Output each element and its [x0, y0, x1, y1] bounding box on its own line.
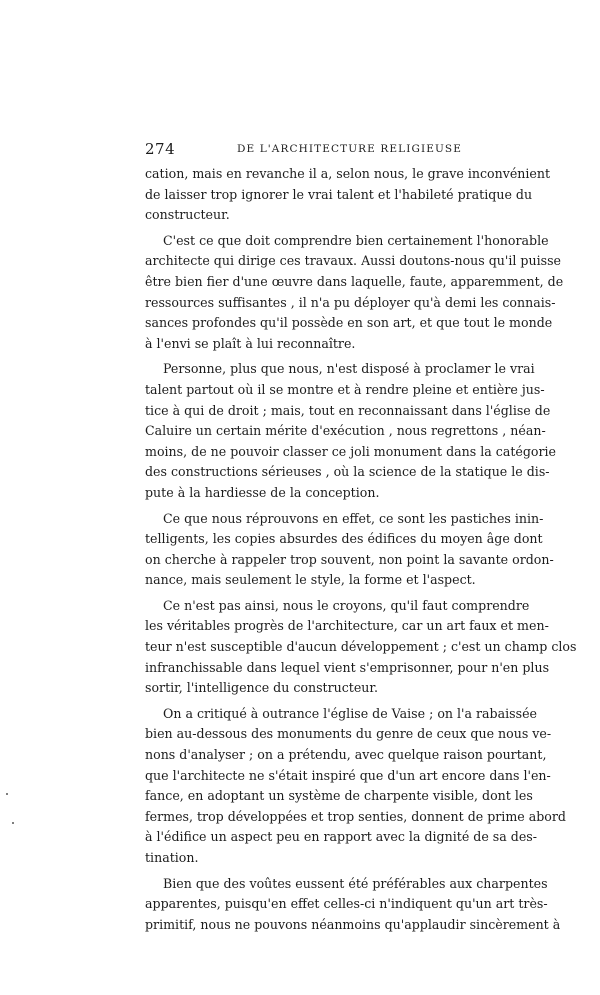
- text-line: cation, mais en revanche il a, selon nous, le grave inconvénient: [145, 166, 551, 181]
- text-line: que l'architecte ne s'était inspiré que d'un art encore dans l'en-: [145, 767, 551, 783]
- text-line: talent partout où il se montre et à rendre pleine et entière jus-: [145, 381, 545, 397]
- margin-speck: [12, 822, 14, 824]
- text-line: à l'édifice un aspect peu en rapport avec la dignité de sa des-: [145, 829, 537, 845]
- text-line: infranchissable dans lequel vient s'emprisonner, pour n'en plus: [145, 659, 550, 675]
- text-line: Caluire un certain mérite d'exécution , nous regrettons , néan-: [145, 423, 546, 439]
- text-line: primitif, nous ne pouvons néanmoins qu'applaudir sincèrement à: [145, 916, 561, 932]
- text-line: On a critiqué à outrance l'église de Vaise ; on l'a rabaissée: [163, 705, 537, 721]
- text-line: fance, en adoptant un système de charpente visible, dont les: [145, 788, 533, 804]
- text-line: pute à la hardiesse de la conception.: [145, 484, 380, 500]
- text-line: de laisser trop ignorer le vrai talent et l'habileté pratique du: [145, 186, 533, 202]
- text-line: être bien fier d'une œuvre dans laquelle, faute, apparemment, de: [145, 273, 564, 289]
- text-line: sances profondes qu'il possède en son art, et que tout le monde: [145, 315, 553, 331]
- text-line: telligents, les copies absurdes des édifices du moyen âge dont: [145, 531, 543, 547]
- text-line: apparentes, puisqu'en effet celles-ci n'indiquent qu'un art très-: [145, 896, 548, 912]
- text-line: nons d'analyser ; on a prétendu, avec quelque raison pourtant,: [145, 747, 547, 763]
- text-line: architecte qui dirige ces travaux. Aussi doutons-nous qu'il puisse: [145, 253, 561, 269]
- text-line: tination.: [145, 850, 199, 865]
- text-line: constructeur.: [145, 207, 230, 223]
- body-text: [145, 164, 577, 935]
- text-line: Personne, plus que nous, n'est disposé à proclamer le vrai: [163, 361, 535, 377]
- paragraph: [145, 509, 554, 591]
- paragraph: [145, 164, 551, 226]
- text-line: Ce n'est pas ainsi, nous le croyons, qu'il faut comprendre: [163, 597, 530, 613]
- text-line: ressources suffisantes , il n'a pu déployer qu'à demi les connais-: [145, 294, 556, 310]
- text-line: Ce que nous réprouvons en effet, ce sont les pastiches inin-: [163, 510, 544, 526]
- paragraph: [145, 704, 566, 869]
- text-line: on cherche à rappeler trop souvent, non point la savante ordon-: [145, 551, 554, 567]
- paragraph: [145, 596, 577, 699]
- text-line: C'est ce que doit comprendre bien certainement l'honorable: [163, 232, 549, 248]
- page-header: [145, 140, 501, 160]
- text-line: des constructions sérieuses , où la science de la statique le dis-: [145, 464, 550, 480]
- text-line: bien au-dessous des monuments du genre de ceux que nous ve-: [145, 726, 552, 742]
- text-line: teur n'est susceptible d'aucun développement ; c'est un champ clos: [145, 639, 577, 655]
- page-number: 274: [145, 140, 176, 158]
- text-line: nance, mais seulement le style, la forme et l'aspect.: [145, 572, 476, 588]
- running-head: DE L'ARCHITECTURE RELIGIEUSE: [237, 143, 462, 155]
- paragraph: [145, 874, 561, 936]
- paragraph: [145, 231, 564, 355]
- text-line: les véritables progrès de l'architecture, car un art faux et men-: [145, 618, 549, 634]
- margin-speck: [6, 793, 8, 795]
- paragraph: [145, 359, 556, 503]
- text-line: fermes, trop développées et trop senties, donnent de prime abord: [145, 808, 566, 824]
- text-line: Bien que des voûtes eussent été préférables aux charpentes: [163, 875, 548, 891]
- text-line: sortir, l'intelligence du constructeur.: [145, 680, 379, 696]
- text-line: à l'envi se plaît à lui reconnaître.: [145, 335, 356, 351]
- text-line: tice à qui de droit ; mais, tout en reconnaissant dans l'église de: [145, 402, 551, 418]
- text-line: moins, de ne pouvoir classer ce joli monument dans la catégorie: [145, 443, 556, 459]
